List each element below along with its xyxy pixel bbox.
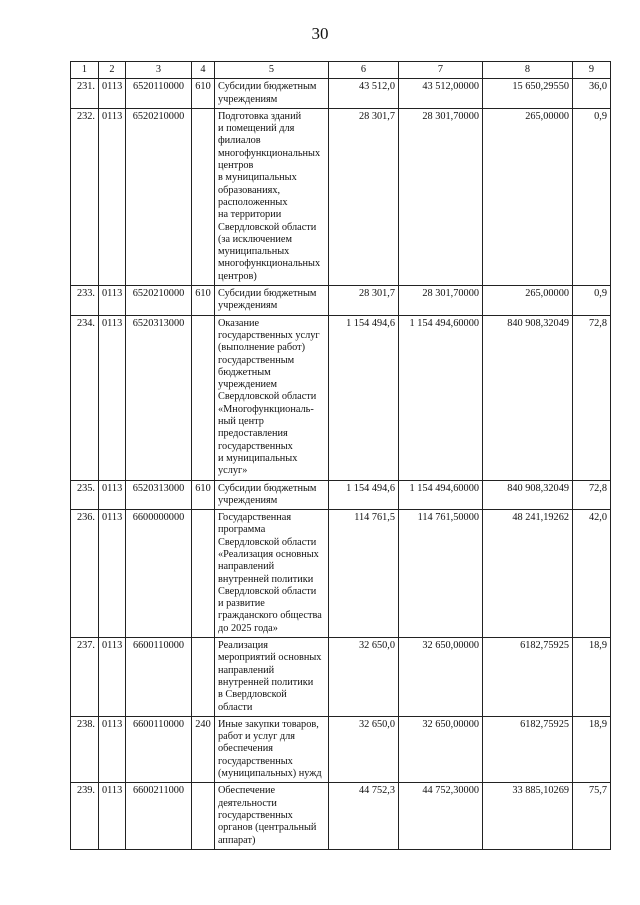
target-article-cell: 6600110000 bbox=[126, 638, 192, 717]
section-code-cell: 0113 bbox=[99, 79, 126, 109]
row-number-cell: 239. bbox=[71, 783, 99, 849]
page-number: 30 bbox=[311, 24, 329, 43]
table-row bbox=[71, 108, 611, 285]
column-header-4: 4 bbox=[192, 62, 215, 79]
expense-type-cell: 610 bbox=[192, 480, 215, 510]
execution-cell: 840 908,32049 bbox=[483, 480, 573, 510]
description-cell: Подготовка зданий и помещений для филиалов многофункциональных центров в муниципальных образованиях, расположенных на территории Свердловской области (за исключением муниципальных многофункциональных центров) bbox=[215, 108, 329, 285]
section-code-cell: 0113 bbox=[99, 480, 126, 510]
refined-plan-cell: 43 512,00000 bbox=[399, 79, 483, 109]
target-article-cell: 6520110000 bbox=[126, 79, 192, 109]
section-code-cell: 0113 bbox=[99, 315, 126, 480]
percent-cell: 36,0 bbox=[573, 79, 611, 109]
plan-cell: 32 650,0 bbox=[329, 638, 399, 717]
refined-plan-cell: 32 650,00000 bbox=[399, 638, 483, 717]
execution-cell: 6182,75925 bbox=[483, 716, 573, 782]
column-header-6: 6 bbox=[329, 62, 399, 79]
target-article-cell: 6520210000 bbox=[126, 286, 192, 316]
table-row bbox=[71, 783, 611, 849]
percent-cell: 18,9 bbox=[573, 716, 611, 782]
column-header-3: 3 bbox=[126, 62, 192, 79]
table-row bbox=[71, 638, 611, 717]
plan-cell: 28 301,7 bbox=[329, 286, 399, 316]
refined-plan-cell: 1 154 494,60000 bbox=[399, 315, 483, 480]
execution-cell: 840 908,32049 bbox=[483, 315, 573, 480]
row-number-cell: 231. bbox=[71, 79, 99, 109]
table-body bbox=[71, 79, 611, 850]
refined-plan-cell: 114 761,50000 bbox=[399, 510, 483, 638]
column-header-7: 7 bbox=[399, 62, 483, 79]
expense-type-cell: 240 bbox=[192, 716, 215, 782]
plan-cell: 28 301,7 bbox=[329, 108, 399, 285]
section-code-cell: 0113 bbox=[99, 638, 126, 717]
row-number-cell: 238. bbox=[71, 716, 99, 782]
description-cell: Субсидии бюджетным учреждениям bbox=[215, 286, 329, 316]
row-number-cell: 232. bbox=[71, 108, 99, 285]
refined-plan-cell: 44 752,30000 bbox=[399, 783, 483, 849]
refined-plan-cell: 28 301,70000 bbox=[399, 286, 483, 316]
table-row bbox=[71, 315, 611, 480]
table-row bbox=[71, 79, 611, 109]
row-number-cell: 233. bbox=[71, 286, 99, 316]
plan-cell: 44 752,3 bbox=[329, 783, 399, 849]
section-code-cell: 0113 bbox=[99, 716, 126, 782]
table-header bbox=[71, 62, 611, 79]
expense-type-cell bbox=[192, 638, 215, 717]
section-code-cell: 0113 bbox=[99, 783, 126, 849]
target-article-cell: 6520313000 bbox=[126, 315, 192, 480]
expense-type-cell: 610 bbox=[192, 286, 215, 316]
refined-plan-cell: 28 301,70000 bbox=[399, 108, 483, 285]
plan-cell: 1 154 494,6 bbox=[329, 480, 399, 510]
description-cell: Обеспечение деятельности государственных органов (центральный аппарат) bbox=[215, 783, 329, 849]
description-cell: Субсидии бюджетным учреждениям bbox=[215, 79, 329, 109]
expense-type-cell bbox=[192, 108, 215, 285]
execution-cell: 6182,75925 bbox=[483, 638, 573, 717]
percent-cell: 0,9 bbox=[573, 286, 611, 316]
target-article-cell: 6600211000 bbox=[126, 783, 192, 849]
description-cell: Реализация мероприятий основных направлений внутренней политики в Свердловской области bbox=[215, 638, 329, 717]
budget-table bbox=[70, 61, 611, 850]
row-number-cell: 234. bbox=[71, 315, 99, 480]
execution-cell: 265,00000 bbox=[483, 108, 573, 285]
row-number-cell: 237. bbox=[71, 638, 99, 717]
target-article-cell: 6520210000 bbox=[126, 108, 192, 285]
row-number-cell: 235. bbox=[71, 480, 99, 510]
column-header-5: 5 bbox=[215, 62, 329, 79]
expense-type-cell bbox=[192, 510, 215, 638]
plan-cell: 1 154 494,6 bbox=[329, 315, 399, 480]
column-header-9: 9 bbox=[573, 62, 611, 79]
table-row bbox=[71, 716, 611, 782]
description-cell: Государственная программа Свердловской области «Реализация основных направлений внутренней политики Свердловской области и развитие гражданского общества до 2025 года» bbox=[215, 510, 329, 638]
table-row bbox=[71, 286, 611, 316]
percent-cell: 75,7 bbox=[573, 783, 611, 849]
percent-cell: 18,9 bbox=[573, 638, 611, 717]
expense-type-cell bbox=[192, 315, 215, 480]
execution-cell: 265,00000 bbox=[483, 286, 573, 316]
percent-cell: 72,8 bbox=[573, 315, 611, 480]
column-header-2: 2 bbox=[99, 62, 126, 79]
target-article-cell: 6600000000 bbox=[126, 510, 192, 638]
table-row bbox=[71, 510, 611, 638]
table-row bbox=[71, 480, 611, 510]
description-cell: Субсидии бюджетным учреждениям bbox=[215, 480, 329, 510]
expense-type-cell: 610 bbox=[192, 79, 215, 109]
target-article-cell: 6520313000 bbox=[126, 480, 192, 510]
description-cell: Оказание государственных услуг (выполнение работ) государственным бюджетным учреждением Свердловской области «Многофункциональ- ный центр предоставления государственных и муниципальных услуг» bbox=[215, 315, 329, 480]
section-code-cell: 0113 bbox=[99, 286, 126, 316]
expense-type-cell bbox=[192, 783, 215, 849]
column-header-8: 8 bbox=[483, 62, 573, 79]
header-row bbox=[71, 62, 611, 79]
plan-cell: 32 650,0 bbox=[329, 716, 399, 782]
plan-cell: 43 512,0 bbox=[329, 79, 399, 109]
column-header-1: 1 bbox=[71, 62, 99, 79]
percent-cell: 72,8 bbox=[573, 480, 611, 510]
percent-cell: 0,9 bbox=[573, 108, 611, 285]
refined-plan-cell: 1 154 494,60000 bbox=[399, 480, 483, 510]
execution-cell: 48 241,19262 bbox=[483, 510, 573, 638]
target-article-cell: 6600110000 bbox=[126, 716, 192, 782]
execution-cell: 33 885,10269 bbox=[483, 783, 573, 849]
plan-cell: 114 761,5 bbox=[329, 510, 399, 638]
description-cell: Иные закупки товаров, работ и услуг для обеспечения государственных (муниципальных) нужд bbox=[215, 716, 329, 782]
refined-plan-cell: 32 650,00000 bbox=[399, 716, 483, 782]
percent-cell: 42,0 bbox=[573, 510, 611, 638]
section-code-cell: 0113 bbox=[99, 510, 126, 638]
section-code-cell: 0113 bbox=[99, 108, 126, 285]
row-number-cell: 236. bbox=[71, 510, 99, 638]
execution-cell: 15 650,29550 bbox=[483, 79, 573, 109]
